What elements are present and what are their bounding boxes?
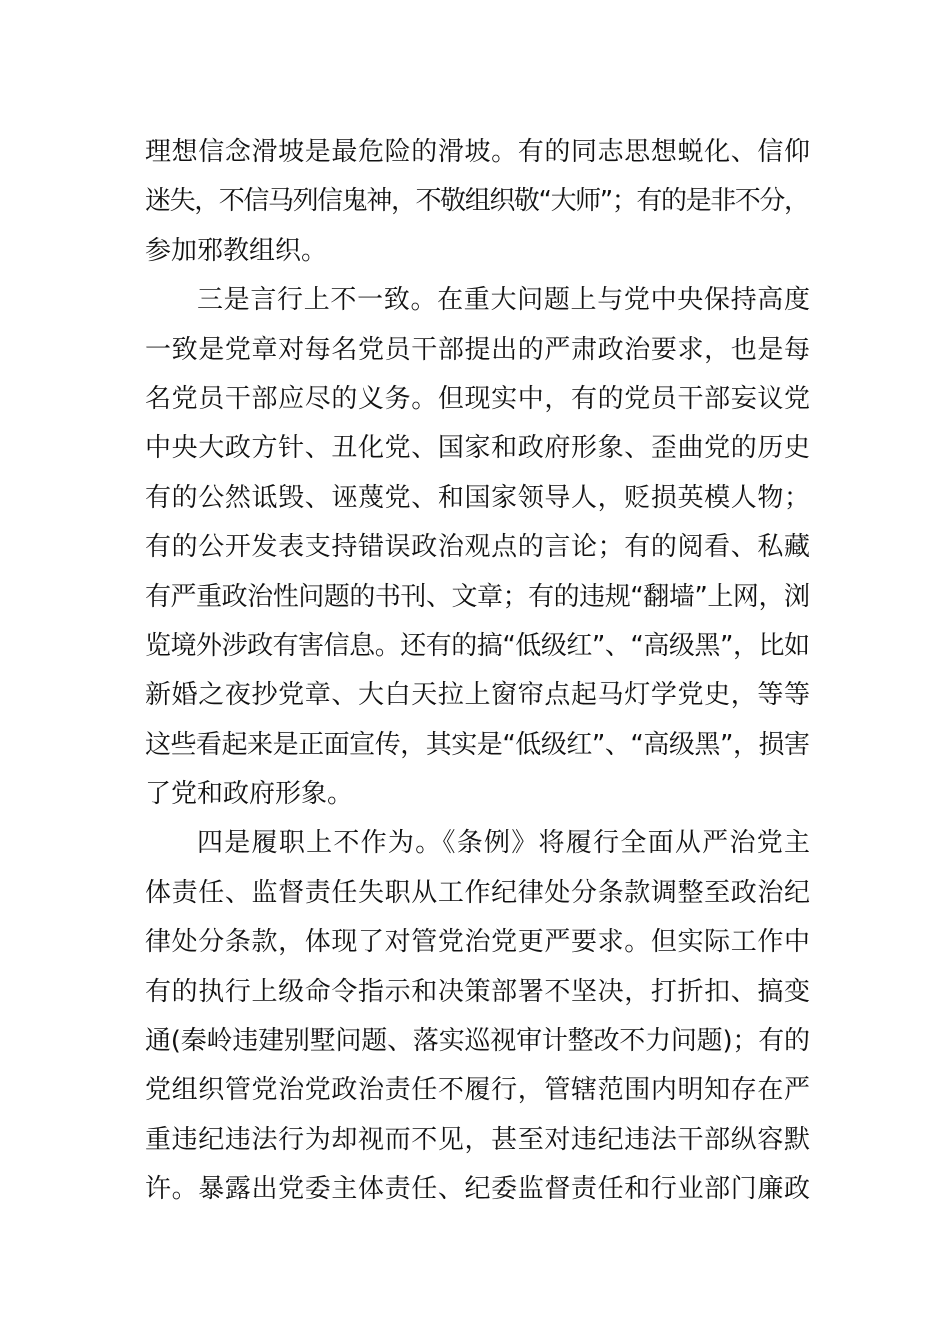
text-line: 览境外涉政有害信息。还有的搞“低级红”、“高级黑”，比如 (145, 630, 810, 661)
text-line: 体责任、监督责任失职从工作纪律处分条款调整至政治纪 (145, 877, 811, 908)
text-line: 有严重政治性问题的书刊、文章；有的违规“翻墙”上网，浏 (145, 581, 810, 612)
text-line: 迷失，不信马列信鬼神，不敬组织敬“大师”；有的是非不分， (145, 186, 809, 217)
text-line: 律处分条款，体现了对管党治党更严要求。但实际工作中 (145, 927, 811, 958)
text-line: 理想信念滑坡是最危险的滑坡。有的同志思想蜕化、信仰 (145, 137, 811, 167)
paragraph-first-line: 三是言行上不一致。在重大问题上与党中央保持高度 (197, 285, 811, 316)
text-line: 有的公开发表支持错误政治观点的言论；有的阅看、私藏 (145, 532, 811, 563)
text-line: 新婚之夜抄党章、大白天拉上窗帘点起马灯学党史，等等 (145, 680, 811, 711)
text-line: 许。暴露出党委主体责任、纪委监督责任和行业部门廉政 (145, 1174, 811, 1205)
text-line: 一致是党章对每名党员干部提出的严肃政治要求，也是每 (145, 334, 811, 365)
text-line: 有的公然诋毁、诬蔑党、和国家领导人，贬损英模人物； (145, 482, 811, 513)
text-line: 重违纪违法行为却视而不见，甚至对违纪违法干部纵容默 (145, 1124, 811, 1155)
text-line: 通(秦岭违建别墅问题、落实巡视审计整改不力问题)；有的 (145, 1026, 810, 1057)
text-line: 了党和政府形象。 (145, 779, 354, 810)
text-line: 有的执行上级命令指示和决策部署不坚决，打折扣、搞变 (145, 976, 811, 1007)
text-line: 党组织管党治党政治责任不履行，管辖范围内明知存在严 (145, 1075, 811, 1106)
text-line: 这些看起来是正面宣传，其实是“低级红”、“高级黑”，损害 (145, 729, 810, 760)
text-line: 中央大政方针、丑化党、国家和政府形象、歪曲党的历史 (145, 433, 811, 464)
text-line: 参加邪教组织。 (145, 235, 328, 266)
text-line: 名党员干部应尽的义务。但现实中，有的党员干部妄议党 (145, 383, 811, 414)
paragraph-first-line: 四是履职上不作为。《条例》将履行全面从严治党主 (197, 828, 812, 859)
body-text (145, 128, 810, 1215)
